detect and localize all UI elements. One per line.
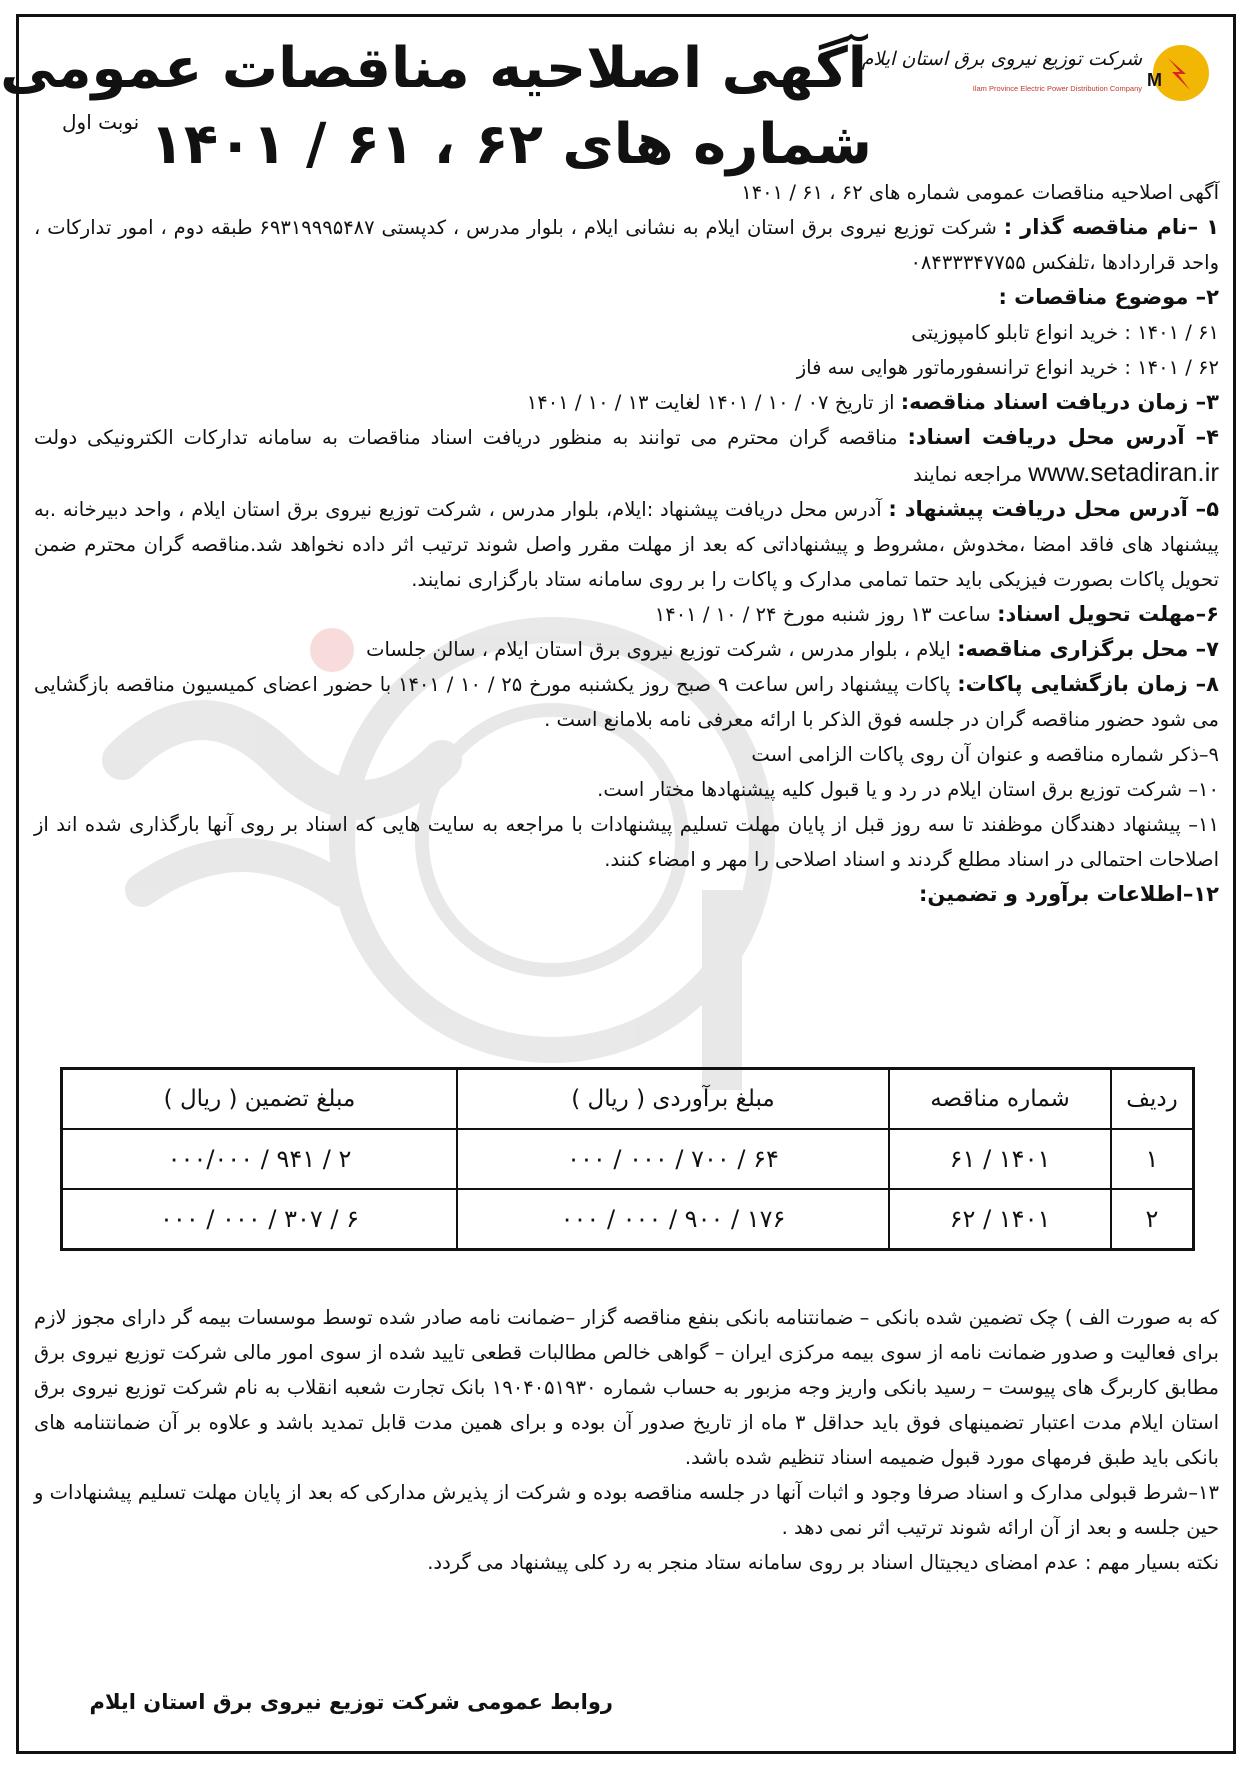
section-3 xyxy=(34,385,1219,420)
section-2-item-1: ۶۱ / ۱۴۰۱ : خرید انواع تابلو کامپوزیتی xyxy=(911,321,1219,344)
header-guarantee-amount: مبلغ تضمین ( ریال ) xyxy=(62,1069,458,1130)
publication-turn: نوبت اول xyxy=(62,110,140,134)
cell-row-number: ۱ xyxy=(1111,1129,1194,1189)
section-5-title: ۵– آدرس محل دریافت پیشنهاد : xyxy=(888,497,1220,521)
signature: روابط عمومی شرکت توزیع نیروی برق استان ایلام xyxy=(89,1690,613,1714)
logo-mark-icon xyxy=(1147,42,1212,104)
important-note: نکته بسیار مهم : عدم امضای دیجیتال اسناد بر روی سامانه ستاد منجر به رد کلی پیشنهاد می گردد. xyxy=(427,1551,1219,1574)
section-1-text: شرکت توزیع نیروی برق استان ایلام به نشانی ایلام ، بلوار مدرس ، کدپستی ۶۹۳۱۹۹۹۵۴۸۷ طبقه دوم ، امور تدارکات ، واحد قراردادها ،تلفکس ۰۸۴۳۳۳۴۷۷۵۵ xyxy=(34,216,1219,274)
section-2-title: ۲– موضوع مناقصات : xyxy=(998,285,1219,309)
table-row xyxy=(62,1189,1194,1250)
section-4-text: مناقصه گران محترم می توانند به منظور دریافت اسناد مناقصات به سامانه تدارکات الکترونیکی دولت xyxy=(34,426,898,449)
section-5-text: آدرس محل دریافت پیشنهاد :ایلام، بلوار مدرس ، شرکت توزیع نیروی برق استان ایلام ، واحد دبیرخانه .به پیشنهاد های فاقد امضا ،مخدوش ،مشروط و پیشنهاداتی که بعد از مهلت مقرر واصل شوند ترتیب اثر داده نخواهد شد.مناقصه گران محترم ضمن تحویل پاکات بصورت فیزیکی باید حتما تمامی مدارک و پاکات را بر روی سامانه ستاد بارگزاری نمایند. xyxy=(34,498,1219,591)
section-13: ۱۳–شرط قبولی مدارک و اسناد صرفا وجود و اثبات آنها در جلسه مناقصه بوده و شرکت از پذیرش مدارکی که بعد از پایان مهلت تسلیم پیشنهادات و حین جلسه و بعد از آن ارائه شوند ترتیب اثر نمی دهد . xyxy=(34,1481,1219,1539)
intro-line: آگهی اصلاحیه مناقصات عمومی شماره های ۶۲ ، ۶۱ / ۱۴۰۱ xyxy=(741,181,1219,204)
section-6-text: ساعت ۱۳ روز شنبه مورخ ۲۴ / ۱۰ / ۱۴۰۱ xyxy=(654,603,991,626)
svg-text:M: M xyxy=(1147,70,1162,90)
logo-company-name: شرکت توزیع نیروی برق استان ایلام xyxy=(861,48,1142,70)
cell-guarantee-amount: ۶ / ۳۰۷ / ۰۰۰ / ۰۰۰ xyxy=(62,1189,458,1250)
cell-guarantee-amount: ۲ / ۹۴۱ / ۰۰۰/۰۰۰ xyxy=(62,1129,458,1189)
page-title-line-2: شماره های ۶۲ ، ۶۱ / ۱۴۰۱ xyxy=(149,112,872,177)
section-5 xyxy=(34,492,1219,597)
header-row-number: ردیف xyxy=(1111,1069,1194,1130)
section-8 xyxy=(34,667,1219,737)
section-4-tail: مراجعه نمایند xyxy=(913,463,1023,486)
section-2-item-2: ۶۲ / ۱۴۰۱ : خرید انواع ترانسفورماتور هوایی سه فاز xyxy=(796,356,1219,379)
section-12 xyxy=(34,877,1219,912)
table-header-row xyxy=(62,1069,1194,1130)
section-6-title: ۶–مهلت تحویل اسناد: xyxy=(997,602,1219,626)
notice-body xyxy=(34,175,1219,912)
section-7-text: ایلام ، بلوار مدرس ، شرکت توزیع نیروی برق استان ایلام ، سالن جلسات xyxy=(366,638,951,661)
section-8-title: ۸– زمان بازگشایی پاکات: xyxy=(957,672,1219,696)
section-4 xyxy=(34,420,1219,492)
company-logo xyxy=(861,38,1212,128)
section-6 xyxy=(34,597,1219,632)
cell-estimated-amount: ۱۷۶ / ۹۰۰ / ۰۰۰ / ۰۰۰ xyxy=(457,1189,889,1250)
section-12-title: ۱۲–اطلاعات برآورد و تضمین: xyxy=(919,882,1219,906)
section-11: ۱۱– پیشنهاد دهندگان موظفند تا سه روز قبل از پایان مهلت تسلیم پیشنهادات با مراجعه به سایت هایی که اسناد بر روی آنها بارگذاری شده اند از اصلاحات احتمالی در اسناد مطلع گردند و اسناد اصلاحی را مهر و امضاء کنند. xyxy=(34,813,1219,871)
section-7-title: ۷– محل برگزاری مناقصه: xyxy=(957,637,1219,661)
section-10: ۱۰– شرکت توزیع برق استان ایلام در رد و یا قبول کلیه پیشنهادها مختار است. xyxy=(597,778,1219,801)
cell-tender-number: ۱۴۰۱ / ۶۲ xyxy=(889,1189,1111,1250)
setadiran-link[interactable]: www.setadiran.ir xyxy=(1028,457,1219,487)
section-1-title: ۱ –نام مناقصه گذار : xyxy=(1003,215,1220,239)
notice-footer xyxy=(34,1300,1219,1580)
logo-english-name: Ilam Province Electric Power Distribution Company xyxy=(972,84,1142,93)
estimate-table xyxy=(60,1067,1195,1251)
section-7 xyxy=(34,632,1219,667)
cell-tender-number: ۱۴۰۱ / ۶۱ xyxy=(889,1129,1111,1189)
section-9: ۹–ذکر شماره مناقصه و عنوان آن روی پاکات الزامی است xyxy=(751,743,1219,766)
estimate-table-wrapper xyxy=(60,1067,1195,1251)
section-8-text: پاکات پیشنهاد راس ساعت ۹ صبح روز یکشنبه مورخ ۲۵ / ۱۰ / ۱۴۰۱ با حضور اعضای کمیسیون مناقصه بازگشایی می شود حضور مناقصه گران در جلسه فوق الذکر با ارائه معرفی نامه بلامانع است . xyxy=(34,673,1219,731)
section-3-title: ۳– زمان دریافت اسناد مناقصه: xyxy=(900,390,1219,414)
table-row xyxy=(62,1129,1194,1189)
section-4-title: ۴– آدرس محل دریافت اسناد: xyxy=(907,425,1219,449)
header-tender-number: شماره مناقصه xyxy=(889,1069,1111,1130)
section-3-text: از تاریخ ۰۷ / ۱۰ / ۱۴۰۱ لغایت ۱۳ / ۱۰ / ۱۴۰۱ xyxy=(526,391,895,414)
cell-estimated-amount: ۶۴ / ۷۰۰ / ۰۰۰ / ۰۰۰ xyxy=(457,1129,889,1189)
header xyxy=(0,22,1222,180)
page-title-line-1: آگهی اصلاحیه مناقصات عمومی xyxy=(0,36,867,101)
cell-row-number: ۲ xyxy=(1111,1189,1194,1250)
section-2 xyxy=(34,280,1219,315)
section-1 xyxy=(34,210,1219,280)
guarantee-text: که به صورت الف ) چک تضمین شده بانکی – ضمانتنامه بانکی بنفع مناقصه گزار –ضمانت نامه صادر شده توسط موسسات بیمه گر دارای مجوز لازم برای فعالیت و صدور ضمانت نامه از سوی بیمه مرکزی ایران – گواهی خالص مطالبات قطعی تایید شده از سوی امور مالی شرکت توزیع نیروی برق مطابق کاربرگ های پیوست – رسید بانکی واریز وجه مزبور به حساب شماره ۱۹۰۴۰۵۱۹۳۰ بانک تجارت شعبه انقلاب به نام شرکت توزیع نیروی برق استان ایلام مدت اعتبار تضمینهای فوق باید حداقل ۳ ماه از تاریخ صدور آن بوده و برای همین مدت قابل تمدید باشد و علاوه بر آن ضمانتنامه های بانکی باید طبق فرمهای مورد قبول ضمیمه اسناد تنظیم شده باشد. xyxy=(34,1306,1219,1469)
header-estimated-amount: مبلغ برآوردی ( ریال ) xyxy=(457,1069,889,1130)
